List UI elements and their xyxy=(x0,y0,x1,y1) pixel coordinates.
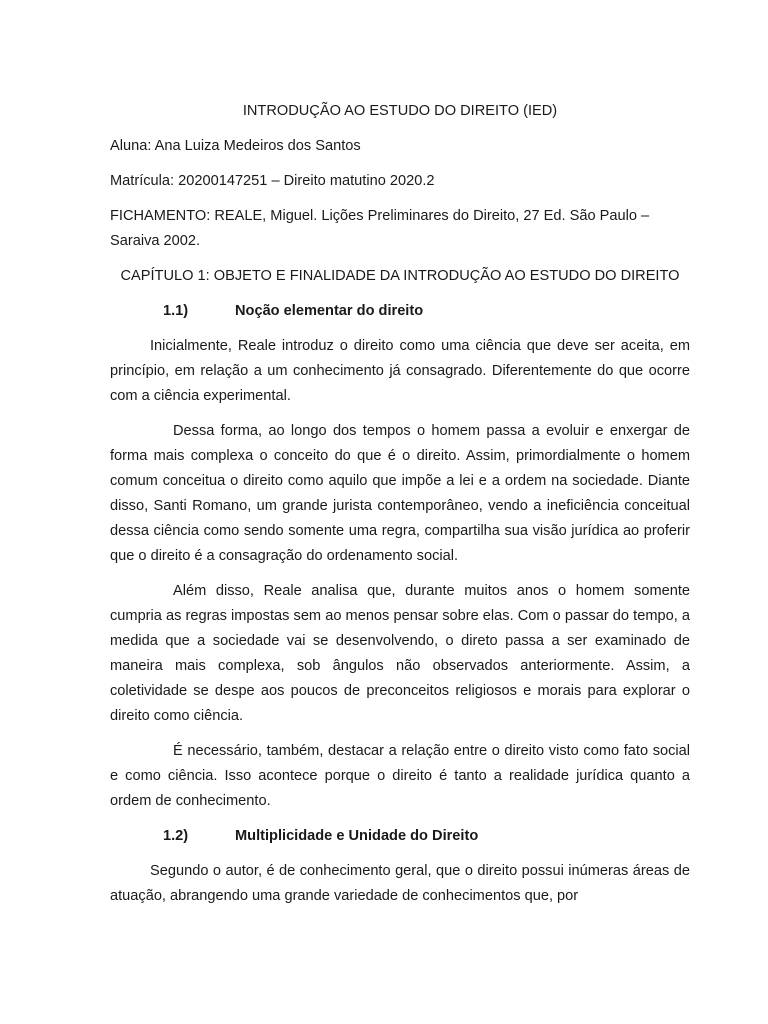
chapter-title: CAPÍTULO 1: OBJETO E FINALIDADE DA INTRODUÇÃO AO ESTUDO DO DIREITO xyxy=(120,268,680,284)
section-number: 1.2) xyxy=(163,828,189,844)
paragraph: Além disso, Reale analisa que, durante muitos anos o homem somente cumpria as regras impostas sem ao menos pensar sobre elas. Com o passar do tempo, a medida que a sociedade vai se desenvolvendo, o direto passa a ser examinado de maneira mais complexa, sob ângulos não observados anteriormente. Assim, a coletividade se despe aos poucos de preconceitos religiosos e morais para explorar o direito como ciência. xyxy=(110,583,690,724)
section-heading-1-2 xyxy=(110,824,690,849)
student-name: Aluna: Ana Luiza Medeiros dos Santos xyxy=(110,138,361,154)
bibliographic-reference: FICHAMENTO: REALE, Miguel. Lições Preliminares do Direito, 27 Ed. São Paulo – Saraiva 2002. xyxy=(110,208,650,249)
section-title: Multiplicidade e Unidade do Direito xyxy=(235,828,479,844)
section-heading-1-1 xyxy=(110,299,690,324)
paragraph: Inicialmente, Reale introduz o direito como uma ciência que deve ser aceita, em princípio, em relação a um conhecimento já consagrado. Diferentemente do que ocorre com a ciência experimental. xyxy=(110,338,690,404)
document-body xyxy=(110,99,690,919)
document-title: INTRODUÇÃO AO ESTUDO DO DIREITO (IED) xyxy=(242,103,558,119)
paragraph: Dessa forma, ao longo dos tempos o homem passa a evoluir e enxergar de forma mais complexa o conceito do que é o direito. Assim, primordialmente o homem comum conceitua o direito como aquilo que impõe a lei e a ordem na sociedade. Diante disso, Santi Romano, um grande jurista contemporâneo, vendo a ineficiência conceitual dessa ciência como sendo somente uma regra, compartilha sua visão jurídica ao proferir que o direito é a consagração do ordenamento social. xyxy=(110,423,690,564)
paragraph: É necessário, também, destacar a relação entre o direito visto como fato social e como ciência. Isso acontece porque o direito é tanto a realidade jurídica quanto a ordem de conhecimento. xyxy=(110,743,690,809)
registration-info: Matrícula: 20200147251 – Direito matutino 2020.2 xyxy=(110,173,435,189)
section-number: 1.1) xyxy=(163,303,189,319)
section-title: Noção elementar do direito xyxy=(235,303,424,319)
paragraph: Segundo o autor, é de conhecimento geral, que o direito possui inúmeras áreas de atuação, abrangendo uma grande variedade de conhecimentos que, por xyxy=(110,863,690,904)
